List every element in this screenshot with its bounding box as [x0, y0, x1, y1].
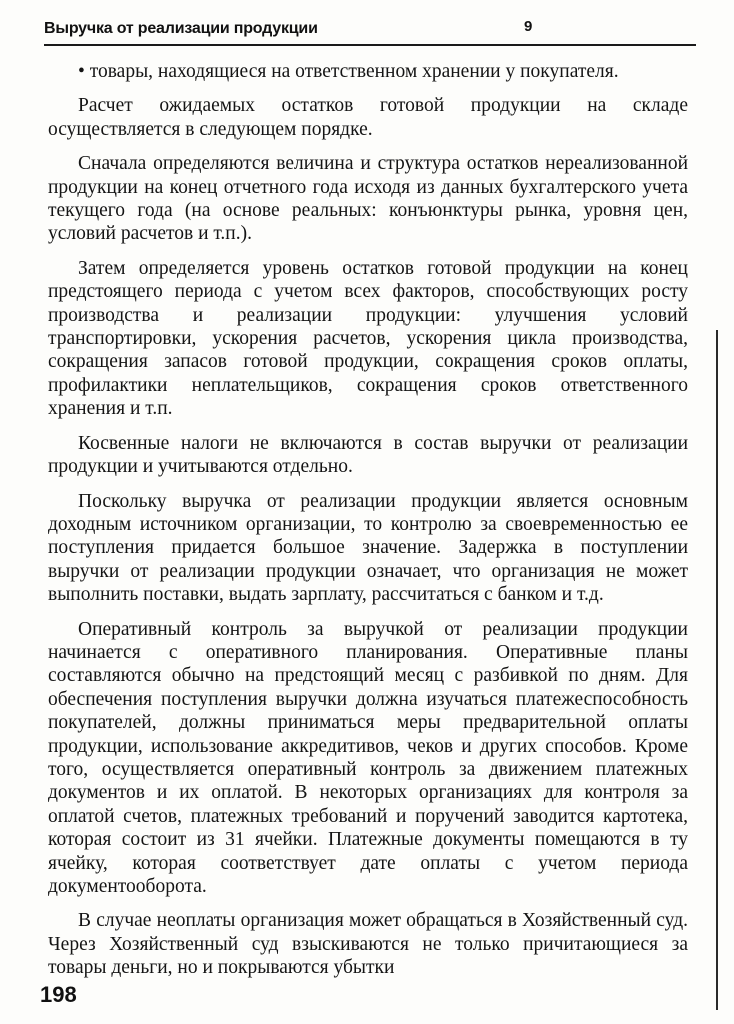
paragraph-revenue-control: Поскольку выручка от реализации продукции является основным доходным источником организации, то контролю за своевременностью ее поступления придается большое значение. Задержка в поступлении выручки от реализации продукции означает, что организация не может выполнить поставки, выдать зарплату, рассчитаться с банком и т.д. [48, 490, 688, 606]
paragraph-second-step: Затем определяется уровень остатков готовой продукции на конец предстоящего периода с учетом всех факторов, способствующих росту производства и реализации продукции: улучшения условий транспортировки, ускорения расчетов, ускорения цикла производства, сокращения запасов готовой продукции, сокращения сроков оплаты, профилактики неплательщиков, сокращения сроков ответственного хранения и т.п. [48, 257, 688, 420]
margin-rule [716, 330, 718, 1010]
paragraph-operational-control: Оперативный контроль за выручкой от реализации продукции начинается с оперативного планирования. Оперативные планы составляются обычно на предстоящий месяц с разбивкой по дням. Для обеспечения поступления выручки должна изучаться платежеспособность покупателей, должны приниматься меры предварительной оплаты продукции, использование аккредитивов, чеков и других способов. Кроме того, осуществляется оперативный контроль за движением платежных документов и их оплатой. В некоторых организациях для контроля за оплатой счетов, платежных требований и поручений заводится картотека, которая состоит из 31 ячейки. Платежные документы помещаются в ту ячейку, которая соответствует дате оплаты с учетом периода документооборота. [48, 618, 688, 897]
page-body [48, 60, 688, 980]
running-header-chapter-mark: 9 [524, 18, 533, 35]
paragraph-first-step: Сначала определяются величина и структура остатков нереализованной продукции на конец отчетного года исходя из данных бухгалтерского учета текущего года (на основе реальных: конъюнктуры рынка, уровня цен, условий расчетов и т.п.). [48, 153, 688, 245]
paragraph-economic-court: В случае неоплаты организация может обращаться в Хозяйственный суд. Через Хозяйственный суд взыскиваются не только причитающиеся за товары деньги, но и покрываются убытки [48, 910, 688, 979]
running-header-title: Выручка от реализации продукции [44, 20, 318, 37]
page-number: 198 [40, 982, 77, 1007]
paragraph-indirect-taxes: Косвенные налоги не включаются в состав выручки от реализации продукции и учитываются отдельно. [48, 432, 688, 478]
header-rule [44, 44, 696, 46]
paragraph-calculation-order: Расчет ожидаемых остатков готовой продукции на складе осуществляется в следующем порядке. [48, 95, 688, 140]
bullet-item-goods-custody: • товары, находящиеся на ответственном хранении у покупателя. [78, 61, 619, 82]
running-header [44, 14, 692, 42]
